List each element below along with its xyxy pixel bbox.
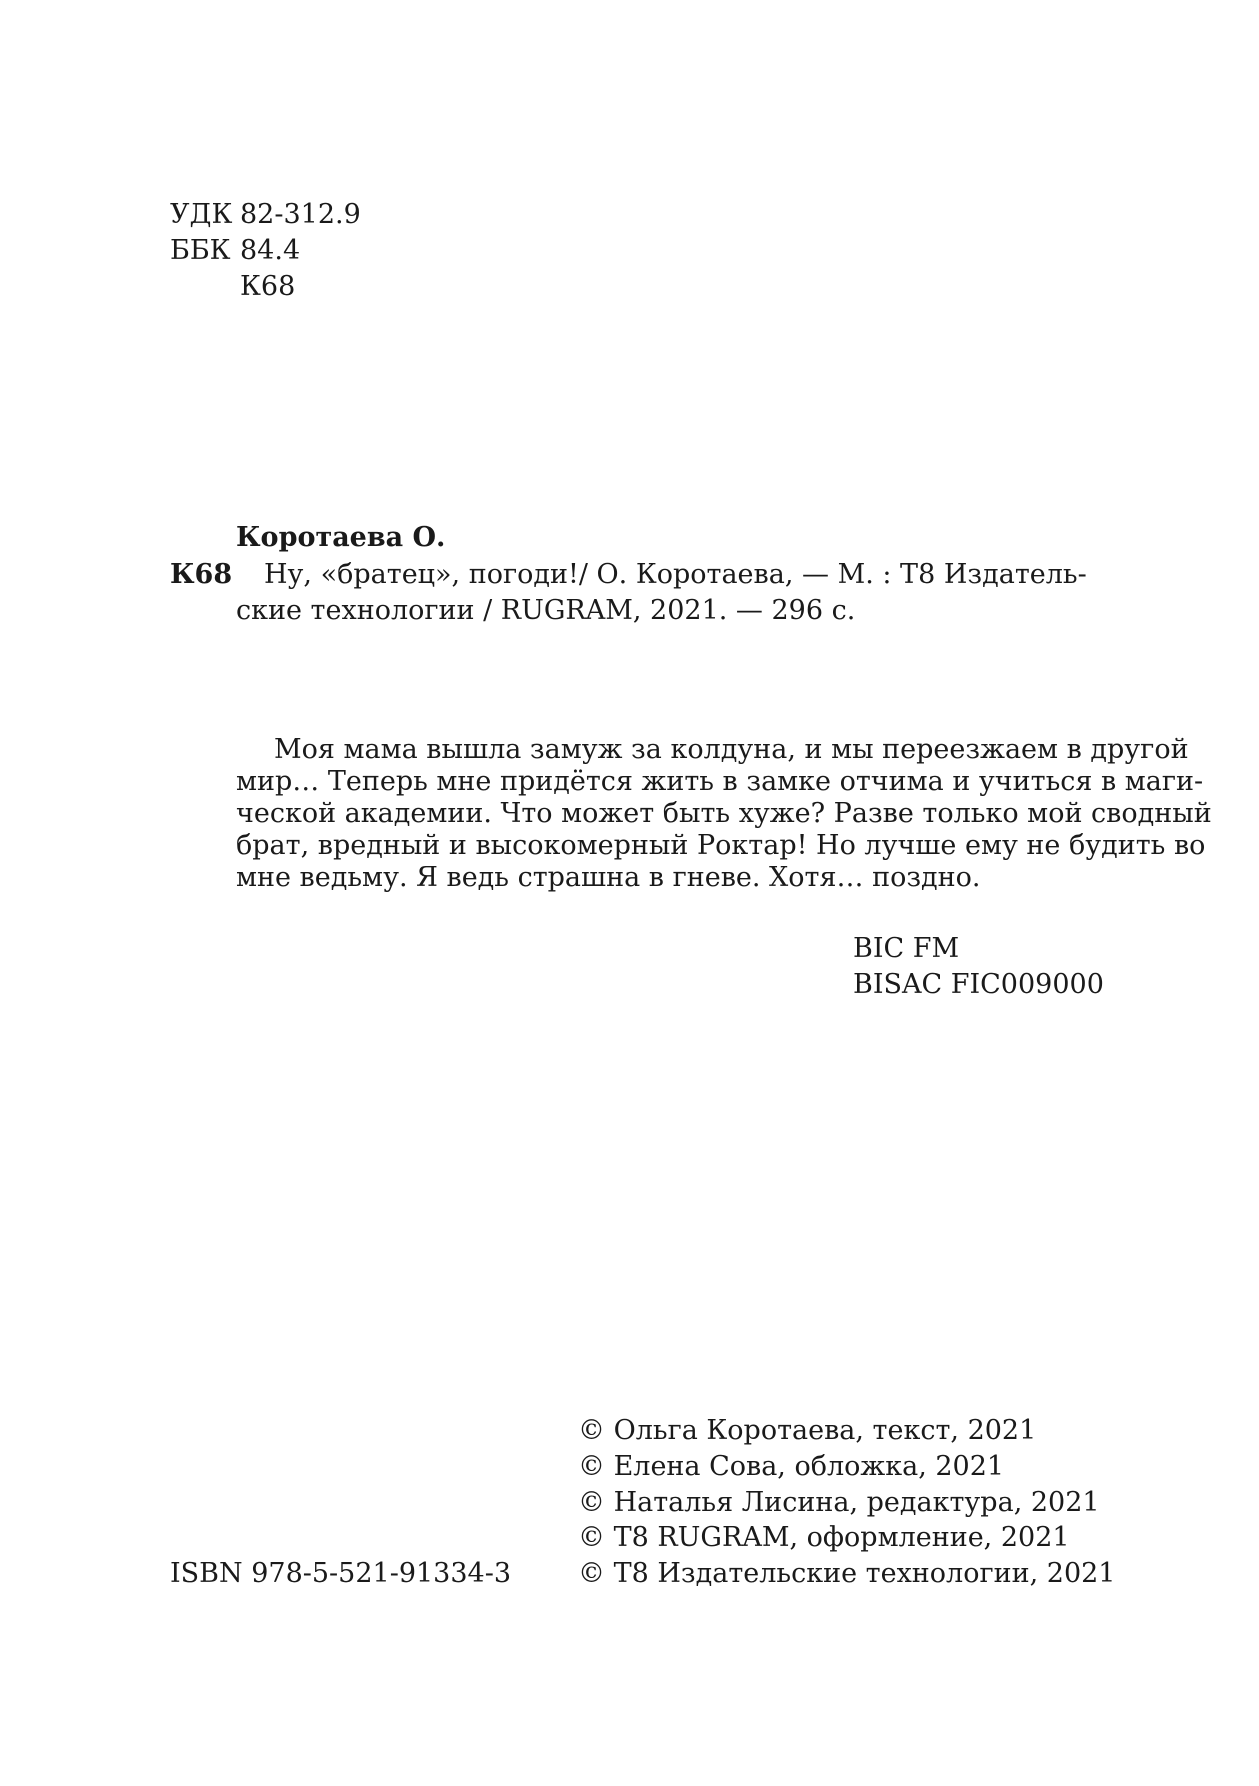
copyright-line: © Наталья Лисина, редактура, 2021 (578, 1487, 1100, 1518)
copyright-line: © Т8 Издательские технологии, 2021 (578, 1558, 1116, 1589)
bbk-row (170, 233, 300, 269)
isbn: ISBN 978-5-521-91334-3 (170, 1558, 512, 1589)
annotation-line: ческой академии. Что может быть хуже? Разве только мой сводный (236, 798, 1212, 829)
bib-mark: К68 (170, 559, 233, 590)
bib-line-1: Ну, «братец», погоди!/ О. Коротаева, — М. : Т8 Издатель- (264, 559, 1087, 590)
annotation-line: Моя мама вышла замуж за колдуна, и мы переезжаем в другой (274, 734, 1189, 765)
annotation-line: мир… Теперь мне придётся жить в замке отчима и учиться в маги- (236, 766, 1204, 797)
udk-row (170, 197, 361, 233)
copyright-line: © Т8 RUGRAM, оформление, 2021 (578, 1522, 1070, 1553)
bib-author: Коротаева О. (236, 522, 446, 553)
author-mark-row (170, 269, 295, 305)
udk-value: 82-312.9 (240, 199, 361, 230)
udk-label: УДК (170, 199, 233, 230)
annotation-line: мне ведьму. Я ведь страшна в гневе. Хотя… поздно. (236, 862, 981, 893)
bisac-code: BISAC FIC009000 (853, 969, 1104, 1000)
bic-code: BIC FM (853, 933, 960, 964)
bib-line-2: ские технологии / RUGRAM, 2021. — 296 с. (236, 595, 856, 626)
author-mark: К68 (240, 271, 296, 302)
annotation-line: брат, вредный и высокомерный Роктар! Но лучше ему не будить во (236, 830, 1206, 861)
bbk-label: ББК (170, 235, 231, 266)
copyright-line: © Елена Сова, обложка, 2021 (578, 1451, 1005, 1482)
copyright-line: © Ольга Коротаева, текст, 2021 (578, 1415, 1037, 1446)
bbk-value: 84.4 (240, 235, 301, 266)
